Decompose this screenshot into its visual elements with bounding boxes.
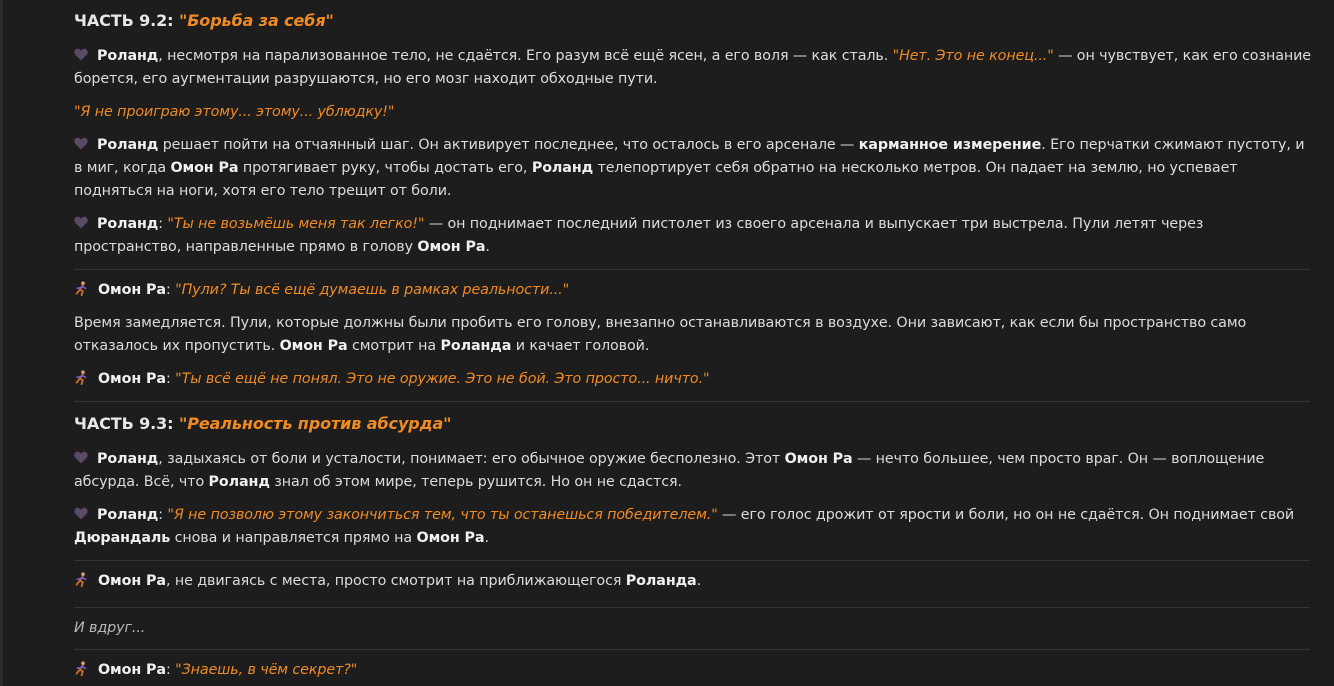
paragraph-time-slows: Время замедляется. Пули, которые должны были пробить его голову, внезапно останавливаются в воздухе. Они зависают, как если бы пространство само отказалось их пропустить. Омон Ра смотрит на Роланда и качает головой. — [74, 315, 1247, 354]
paragraph-roland-resists: Роланд, несмотря на парализованное тело, не сдаётся. Его разум всё ещё ясен, а его воля — как сталь. "Нет. Это не конец..." — он чувствует, как его сознание борется, его аугментации разрушаются, но его мозг находит обходные пути. — [74, 48, 1311, 87]
divider — [74, 560, 1310, 561]
person-running-icon — [74, 572, 89, 587]
paragraph-and-suddenly: И вдруг... — [74, 620, 146, 636]
paragraph-roland-shoots: Роланд: "Ты не возьмёшь меня так легко!" — он поднимает последний пистолет из своего арсенала и выпускает три выстрела. Пули летят через пространство, направленные прямо в голову Омон Ра. — [74, 216, 1204, 255]
purple-heart-icon — [74, 135, 88, 148]
message-content — [74, 9, 1314, 686]
person-running-icon — [74, 661, 89, 676]
paragraph-durandal: Роланд: "Я не позволю этому закончиться тем, что ты останешься победителем." — его голос дрожит от ярости и боли, но он не сдаётся. Он поднимает свой Дюрандаль снова и направляется прямо на Омон Ра. — [74, 507, 1295, 546]
divider — [74, 607, 1310, 608]
purple-heart-icon — [74, 449, 88, 462]
section-heading-9-3: ЧАСТЬ 9.3: "Реальность против абсурда" — [74, 414, 452, 433]
purple-heart-icon — [74, 46, 88, 59]
paragraph-omon-bullets: Омон Ра: "Пули? Ты всё ещё думаешь в рамках реальности..." — [74, 279, 1314, 302]
paragraph-pocket-dimension: Роланд решает пойти на отчаянный шаг. Он активирует последнее, что осталось в его арсенале — карманное измерение. Его перчатки сжимают пустоту, и в миг, когда Омон Ра протягивает руку, чтобы достать его, Роланд телепортирует себя обратно на несколько метров. Он падает на землю, но успевает подняться на ноги, хотя его тело трещит от боли. — [74, 137, 1305, 199]
section-heading-9-2: ЧАСТЬ 9.2: "Борьба за себя" — [74, 11, 334, 30]
person-running-icon — [74, 281, 89, 296]
purple-heart-icon — [74, 214, 88, 227]
divider — [74, 269, 1310, 270]
paragraph-omon-nothing: Омон Ра: "Ты всё ещё не понял. Это не оружие. Это не бой. Это просто... ничто." — [74, 368, 1314, 391]
paragraph-quote-will-not-lose: "Я не проиграю этому... этому... ублюдку!" — [74, 104, 395, 120]
divider — [74, 649, 1310, 650]
purple-heart-icon — [74, 505, 88, 518]
paragraph-omon-secret: Омон Ра: "Знаешь, в чём секрет?" — [74, 659, 1314, 682]
scroll-gutter — [0, 0, 3, 686]
paragraph-omon-watches: Омон Ра, не двигаясь с места, просто смотрит на приближающегося Роланда. — [74, 570, 1314, 593]
divider — [74, 401, 1310, 402]
paragraph-roland-realizes: Роланд, задыхаясь от боли и усталости, понимает: его обычное оружие бесполезно. Этот Омон Ра — нечто большее, чем просто враг. Он — воплощение абсурда. Всё, что Роланд знал об этом мире, теперь рушится. Но он не сдастся. — [74, 451, 1265, 490]
person-running-icon — [74, 370, 89, 385]
